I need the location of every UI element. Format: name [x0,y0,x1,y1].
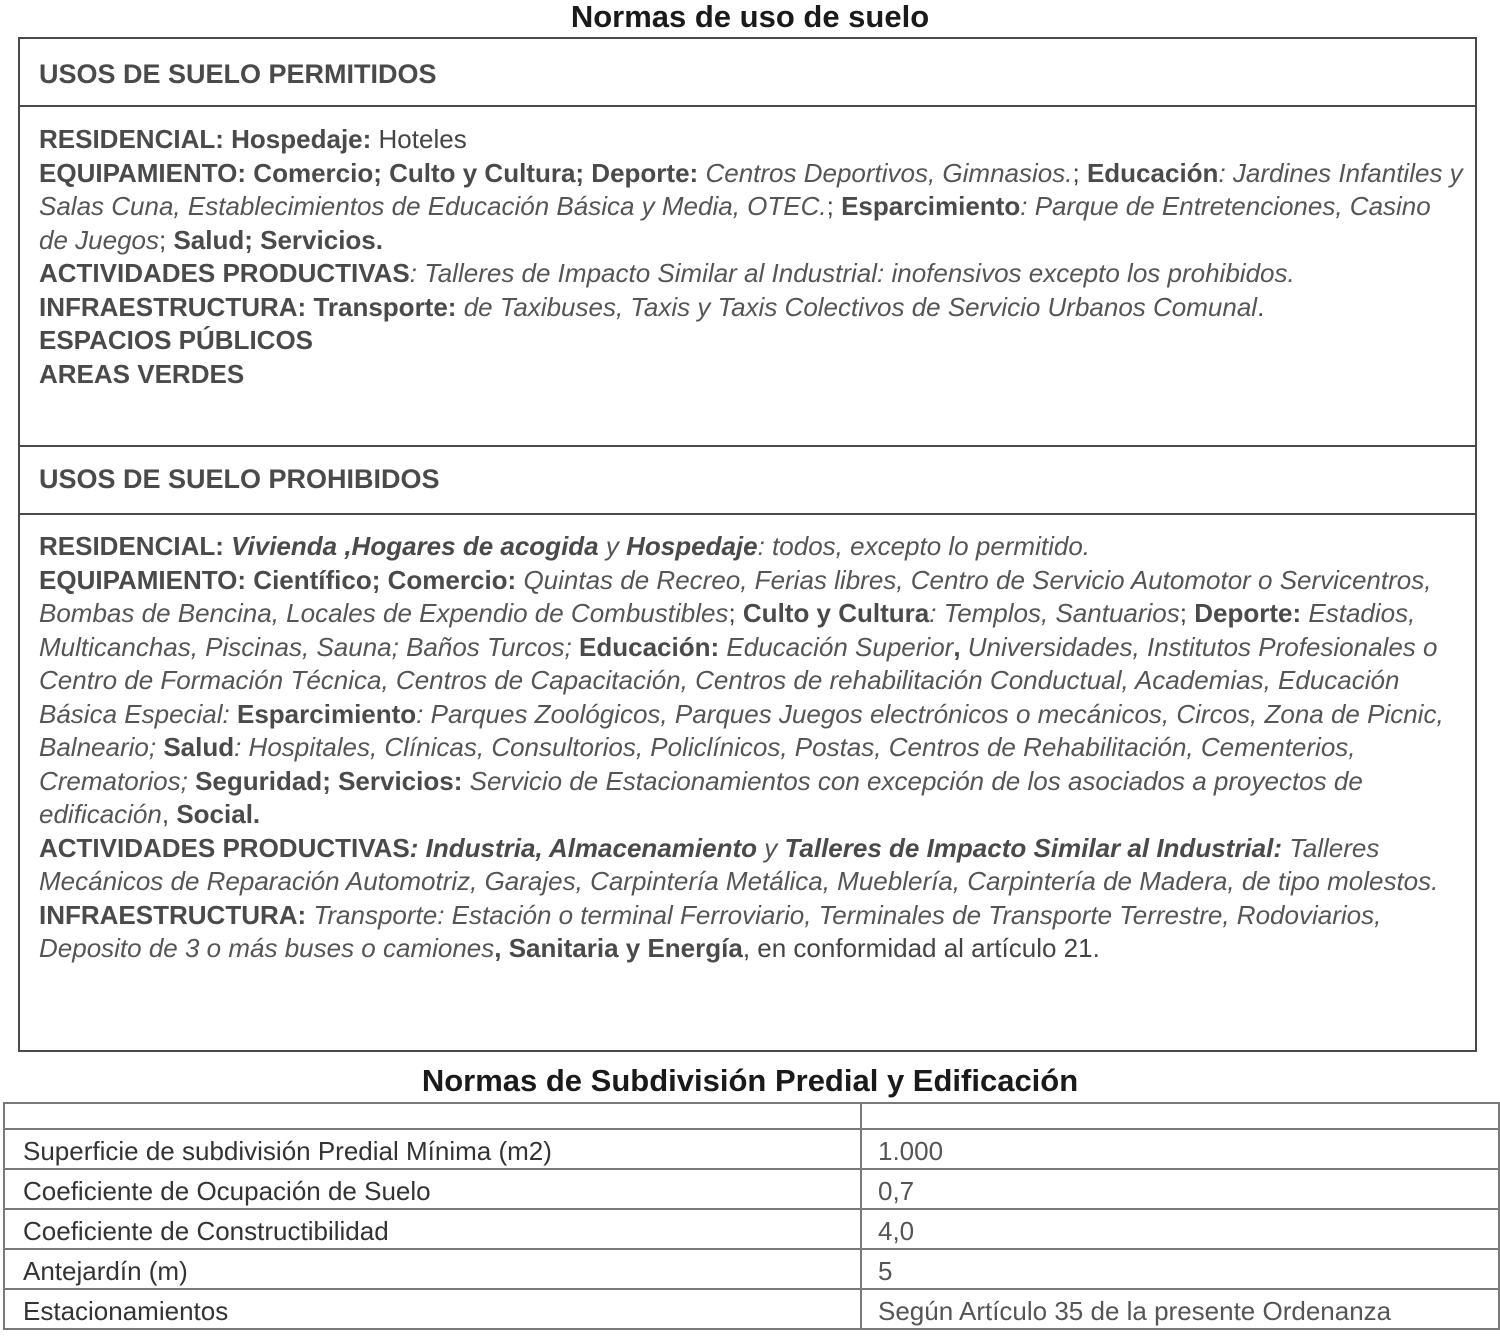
row-value: 0,7 [861,1169,1499,1209]
land-use-box [18,37,1477,1052]
row-value: 1.000 [861,1129,1499,1169]
row-label: Superficie de subdivisión Predial Mínima (m2) [4,1129,861,1169]
prohibited-equipamiento: EQUIPAMIENTO: Científico; Comercio: Quintas de Recreo, Ferias libres, Centro de Servicio Automotor o Servicentros, Bombas de Bencina, Locales de Expendio de Combustibles; Culto y Cultura: Templos, Santuarios; Deporte: Estadios, Multicanchas, Piscinas, Sauna; Baños Turcos; Educación: Educación Superior, Universidades, Institutos Profesionales o Centro de Formación Técnica, Centros de Capacitación, Centros de rehabilitación Conductual, Academias, Educación Básica Especial: Esparcimiento: Parques Zoológicos, Parques Juegos electrónicos o mecánicos, Circos, Zona de Picnic, Balneario; Salud: Hospitales, Clínicas, Consultorios, Policlínicos, Postas, Centros de Rehabilitación, Cementerios, Crematorios; Seguridad; Servicios: Servicio de Estacionamientos con excepción de los asociados a proyectos de edificación, Social. [39,564,1444,829]
divider [20,513,1475,515]
subdivision-table [3,1102,1500,1330]
table-row [4,1209,1499,1249]
permitted-espacios: ESPACIOS PÚBLICOS [39,325,314,355]
row-value: 4,0 [861,1209,1499,1249]
row-value: 5 [861,1249,1499,1289]
table-row [4,1249,1499,1289]
table-spacer-row [4,1103,1499,1129]
permitted-residencial: RESIDENCIAL: Hospedaje: Hoteles [39,124,467,154]
row-label: Antejardín (m) [4,1249,861,1289]
row-label: Coeficiente de Ocupación de Suelo [4,1169,861,1209]
permitted-areas: AREAS VERDES [39,358,245,389]
table-row [4,1169,1499,1209]
table-row [4,1289,1499,1329]
prohibited-residencial: RESIDENCIAL: Vivienda ,Hogares de acogida y Hospedaje: todos, excepto lo permitido. [39,531,1091,561]
table-row [4,1129,1499,1169]
divider [20,105,1475,107]
permitted-equipamiento: EQUIPAMIENTO: Comercio; Culto y Cultura; Deporte: Centros Deportivos, Gimnasios.; Educación: Jardines Infantiles y Salas Cuna, Establecimientos de Educación Básica y Media, OTEC.; Esparcimiento: Parque de Entretenciones, Casino de Juegos; Salud; Servicios. [39,157,1463,255]
permitted-heading: USOS DE SUELO PERMITIDOS [39,59,437,89]
page-title-subdivision: Normas de Subdivisión Predial y Edificación [421,1063,1079,1098]
row-label: Coeficiente de Constructibilidad [4,1209,861,1249]
prohibited-heading: USOS DE SUELO PROHIBIDOS [39,464,440,494]
row-value: Según Artículo 35 de la presente Ordenanza [861,1289,1499,1329]
prohibited-body [39,530,1465,966]
prohibited-actividades: ACTIVIDADES PRODUCTIVAS: Industria, Almacenamiento y Talleres de Impacto Similar al Industrial: Talleres Mecánicos de Reparación Automotriz, Garajes, Carpintería Metálica, Mueblería, Carpintería de Madera, de tipo molestos. [39,832,1439,896]
page-title-land-use: Normas de uso de suelo [570,0,930,34]
prohibited-infraestructura: INFRAESTRUCTURA: Transporte: Estación o terminal Ferroviario, Terminales de Transporte Terrestre, Rodoviarios, Deposito de 3 o más buses o camiones, Sanitaria y Energía, en conformidad al artículo 21. [39,899,1382,963]
permitted-body [39,123,1465,391]
row-label: Estacionamientos [4,1289,861,1329]
permitted-infraestructura: INFRAESTRUCTURA: Transporte: de Taxibuses, Taxis y Taxis Colectivos de Servicio Urbanos Comunal. [39,291,1265,322]
permitted-actividades: ACTIVIDADES PRODUCTIVAS: Talleres de Impacto Similar al Industrial: inofensivos excepto los prohibidos. [39,258,1295,288]
